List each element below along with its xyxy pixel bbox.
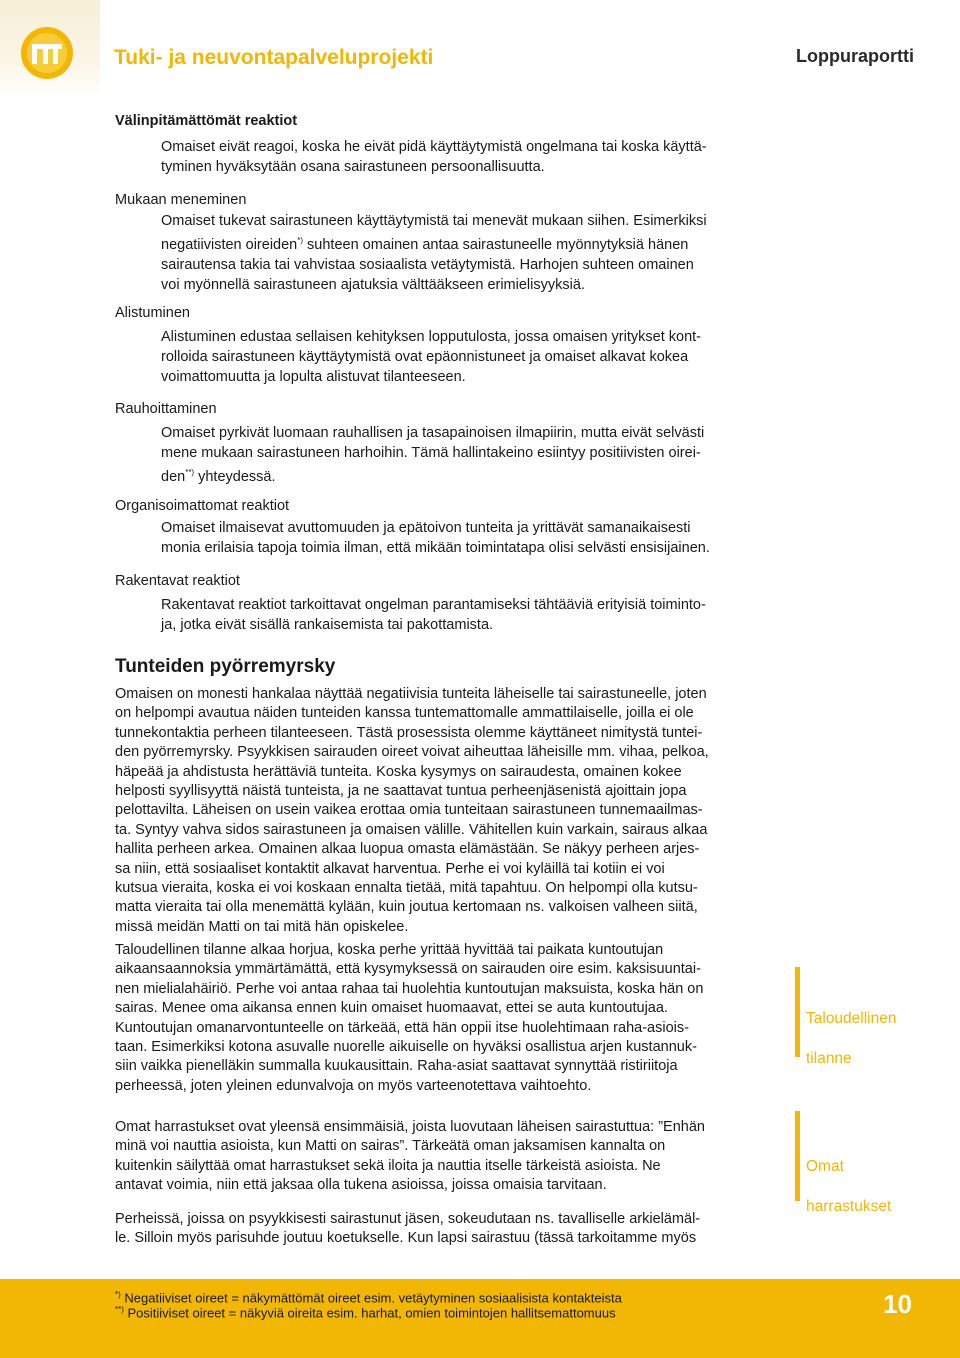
page-header bbox=[0, 0, 960, 100]
section-body-disorganized: Omaiset ilmaisevat avuttomuuden ja epätoivon tunteita ja yrittävät samanaikaisesti monia erilaisia tapoja toimia ilman, että mikään toimintatapa olisi selvästi ensisijainen. bbox=[161, 520, 710, 556]
section-heading-constructive: Rakentavat reaktiot bbox=[115, 573, 240, 589]
subheading-emotional-whirlwind: Tunteiden pyörremyrsky bbox=[115, 656, 336, 677]
side-note-hobbies: Omat harrastukset bbox=[795, 1111, 936, 1201]
footnote-negative: *) Negatiiviset oireet = näkymättömät oireet esim. vetäytyminen sosiaalisista kontakteista bbox=[115, 1290, 622, 1306]
section-body-going-along: Omaiset tukevat sairastuneen käyttäytymistä tai menevät mukaan siihen. Esimerkiksi negatiivisten oireiden*) suhteen omainen antaa sairastuneelle myönnytyksiä hänen sairautensa takia tai vahvistaa sosiaalista vetäytymistä. Harhojen suhteen omainen voi myönnellä sairastuneen ajatuksia välttääkseen erimielisyyksiä. bbox=[161, 213, 707, 293]
paragraph-family: Perheissä, joissa on psyykkisesti sairastunut jäsen, sokeudutaan ns. tavalliselle arkielämäl- le. Silloin myös parisuhde joutuu koetukselle. Kun lapsi sairastuu (tässä tarkoitamme myös bbox=[115, 1211, 701, 1247]
document-title: Loppuraportti bbox=[796, 46, 914, 66]
section-body-submission: Alistuminen edustaa sellaisen kehityksen lopputulosta, jossa omaisen yritykset kont- rolloida sairastuneen käyttäytymistä ovat epäonnistuneet ja omaiset alkavat kokea voimattomuutta ja lopulta alistuvat tilanteeseen. bbox=[161, 329, 701, 385]
section-heading-submission: Alistuminen bbox=[115, 305, 190, 321]
footnote-positive: **) Positiiviset oireet = näkyviä oireita esim. harhat, omien toimintojen hallitsemattomuus bbox=[115, 1305, 616, 1321]
section-body-indifferent: Omaiset eivät reagoi, koska he eivät pidä käyttäytymistä ongelmana tai koska käyttä- tyminen hyväksytään osana sairastuneen persoonallisuutta. bbox=[161, 139, 707, 175]
footnote-ref-positive: **) bbox=[185, 468, 195, 477]
side-note-financial: Taloudellinen tilanne bbox=[795, 967, 936, 1057]
paragraph-hobbies: Omat harrastukset ovat yleensä ensimmäisiä, joista luovutaan läheisen sairastuttua: ”Enhän minä voi nauttia asioista, kun Matti on sairas”. Tärkeätä oman jaksamisen kannalta on kuitenkin säilyttää omat harrastukset sekä iloita ja nauttia itselle tärkeistä asioista. Ne antavat voimia, niin että jaksaa olla tukena asioissa, joissa omaisia tarvitaan. bbox=[115, 1119, 705, 1194]
section-heading-indifferent: Välinpitämättömät reaktiot bbox=[115, 113, 298, 129]
page-footer bbox=[0, 1279, 960, 1358]
paragraph-whirlwind: Omaisen on monesti hankalaa näyttää negatiivisia tunteita läheiselle tai sairastuneelle, joten on helpompi avautua näiden tunteiden kanssa tuntemattomalle ammattilaiselle, joilla ei ole tunnekontaktia perheen tilanteeseen. Tästä prosessista olemme käyttäneet nimitystä tuntei- den pyörremyrsky. Psyykkisen sairauden oireet voivat aiheuttaa läheisille mm. vihaa, pelkoa, häpeää ja ahdistusta herättäviä tunteita. Koska kysymys on sairaudesta, omainen kokee helposti syyllisyyttä näistä tunteista, ja ne saattavat tuntua perheenjäsenistä ajoittain jopa pelottavilta. Läheisen on usein vaikea erottaa omia tunteitaan sairastuneen tunnemaailmas- ta. Syntyy vahva sidos sairastuneen ja omaisen välille. Vähitellen kuin varkain, sairaus alkaa hallita perheen arkea. Omainen alkaa luopua omasta elämästään. Se näkyy perheen arjes- sa niin, että sosiaaliset kontaktit alkavat harventua. Perhe ei voi kyläillä tai kotiin ei voi kutsua vieraita, koska ei voi koskaan ennalta tietää, mitä tapahtuu. On helpompi olla kutsu- matta vieraita tai olla menemättä kylään, kuin joutua kertomaan ns. valkoisen valheen siitä, missä meidän Matti on tai mitä hän opiskelee. bbox=[115, 686, 709, 935]
app-title: Tuki- ja neuvontapalveluprojekti bbox=[114, 46, 434, 69]
section-heading-going-along: Mukaan meneminen bbox=[115, 192, 247, 208]
section-heading-calming: Rauhoittaminen bbox=[115, 401, 217, 417]
page-number: 10 bbox=[883, 1289, 912, 1319]
section-heading-disorganized: Organisoimattomat reaktiot bbox=[115, 498, 290, 514]
section-body-constructive: Rakentavat reaktiot tarkoittavat ongelman parantamiseksi tähtääviä erityisiä toiminto- ja, jotka eivät sisällä rankaisemista tai pakottamista. bbox=[161, 597, 706, 633]
mt-logo-icon bbox=[20, 26, 74, 80]
paragraph-financial: Taloudellinen tilanne alkaa horjua, koska perhe yrittää hyvittää tai paikata kuntoutujan aikaansaannoksia ymmärtämättä, että kysymyksessä on sairauden oire esim. kaksisuuntai- nen mielialahäiriö. Perhe voi antaa rahaa tai huolehtia kuntoutujan maksuista, koska hän on sairas. Menee oma aikansa ennen kuin omaiset huomaavat, ettei se auta kuntoutujaa. Kuntoutujan omanarvontunteelle on tärkeää, että hän oppii itse huolehtimaan raha-asiois- taan. Esimerkiksi kotona asuvalle nuorelle aikuiselle on hyväksi osallistua arjen kustannuk- siin vaikka pienelläkin summalla kuukausittain. Raha-asiat saattavat synnyttää ristiriitoja perheessä, joten yleinen edunvalvoja on myös varteenotettava vaihtoehto. bbox=[115, 942, 704, 1094]
section-body-calming: Omaiset pyrkivät luomaan rauhallisen ja tasapainoisen ilmapiirin, mutta eivät selvästi mene mukaan sairastuneen harhoihin. Tämä hallintakeino esiintyy positiivisten oirei- den**) yhteydessä. bbox=[161, 425, 705, 485]
footnote-ref-negative: *) bbox=[297, 236, 304, 245]
